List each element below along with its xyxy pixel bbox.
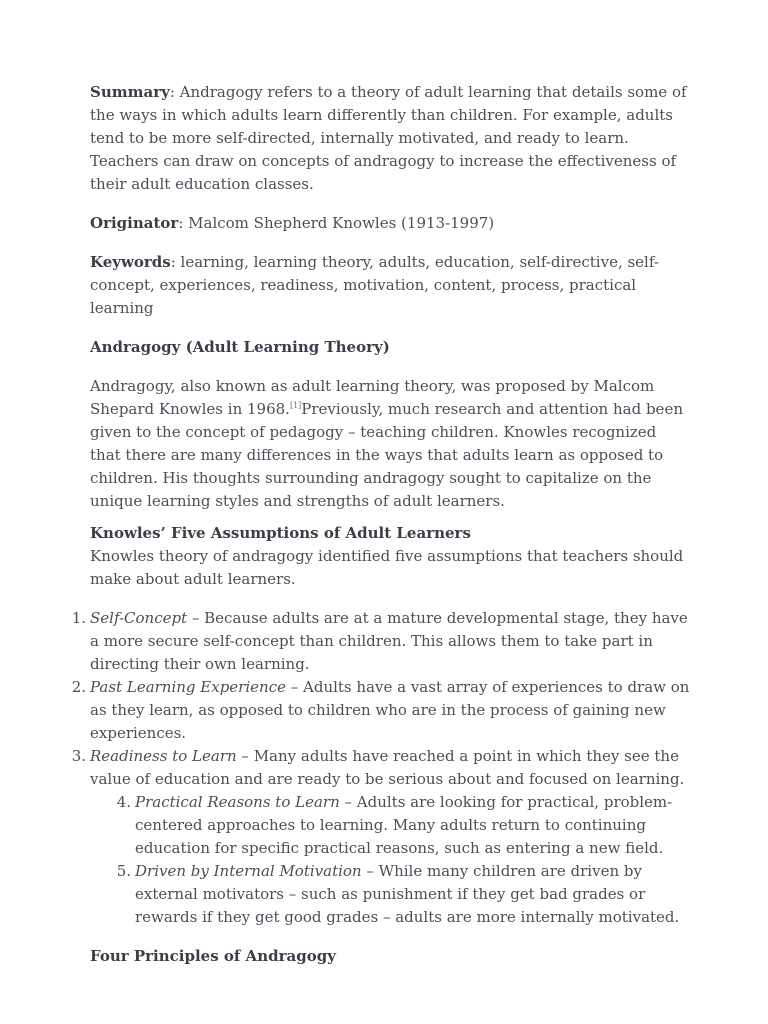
originator-text: : Malcom Shepherd Knowles (1913-1997) (178, 214, 495, 232)
list-item-term: Driven by Internal Motivation (135, 862, 362, 880)
list-item-number: 3. (71, 747, 86, 765)
list-item-number: 4. (116, 793, 131, 811)
summary-text: : Andragogy refers to a theory of adult learning that details some of the ways in which adults learn differently than children. For example, adults tend to be more self-directed, internally motivated, and ready to learn. Teachers can draw on concepts of andragogy to increase the effectiveness of their adult education classes. (90, 83, 687, 193)
list-item-number: 5. (116, 862, 131, 880)
list-item-text: – Because adults are at a mature developmental stage, they have a more secure self-concept than children. This allows them to take part in directing their own learning. (90, 609, 688, 673)
andragogy-text-after: Previously, much research and attention had been given to the concept of pedagogy – teaching children. Knowles recognized that there are many differences in the ways that adults learn as opposed to children. His thoughts surrounding andragogy sought to capitalize on the unique learning styles and strengths of adult learners. (90, 400, 683, 510)
list-item-text: – Adults are looking for practical, problem-centered approaches to learning. Many adults return to continuing education for specific practical reasons, such as entering a new field. (135, 793, 673, 857)
summary-label: Summary (90, 83, 170, 101)
keywords-label: Keywords (90, 253, 171, 271)
andragogy-text-before: Andragogy, also known as adult learning theory, was proposed by Malcom Shepard Knowles in 1968. (90, 377, 655, 418)
originator-label: Originator (90, 214, 179, 232)
list-item (71, 676, 690, 745)
list-item-term: Self-Concept (90, 609, 188, 627)
document-page (71, 81, 690, 984)
summary-paragraph (90, 81, 690, 196)
footnote-ref-link[interactable]: [1] (289, 401, 302, 410)
list-item-term: Practical Reasons to Learn (135, 793, 340, 811)
list-item (71, 745, 690, 791)
five-assumptions-intro: Knowles theory of andragogy identified five assumptions that teachers should make about adult learners. (90, 547, 684, 588)
originator-paragraph (90, 212, 690, 235)
list-item-term: Past Learning Experience (90, 678, 286, 696)
list-item-term: Readiness to Learn (90, 747, 237, 765)
keywords-text: : learning, learning theory, adults, education, self-directive, self-concept, experiences, readiness, motivation, content, process, practical learning (90, 253, 659, 317)
list-item-text: – While many children are driven by external motivators – such as punishment if they get bad grades or rewards if they get good grades – adults are more internally motivated. (135, 862, 680, 926)
list-item-number: 2. (71, 678, 86, 696)
andragogy-paragraph (90, 375, 690, 513)
section-heading-four-principles: Four Principles of Andragogy (90, 947, 336, 965)
list-item (116, 860, 690, 929)
list-item (116, 791, 690, 860)
section-heading-five-assumptions: Knowles’ Five Assumptions of Adult Learners (90, 524, 471, 542)
keywords-paragraph (90, 251, 690, 320)
list-item-text: – Adults have a vast array of experiences to draw on as they learn, as opposed to children who are in the process of gaining new experiences. (90, 678, 690, 742)
list-item-number: 1. (71, 609, 86, 627)
section-heading-andragogy: Andragogy (Adult Learning Theory) (90, 338, 390, 356)
list-item-text: – Many adults have reached a point in which they see the value of education and are ready to be serious about and focused on learning. (90, 747, 685, 788)
assumptions-list (71, 607, 690, 929)
list-item (71, 607, 690, 676)
